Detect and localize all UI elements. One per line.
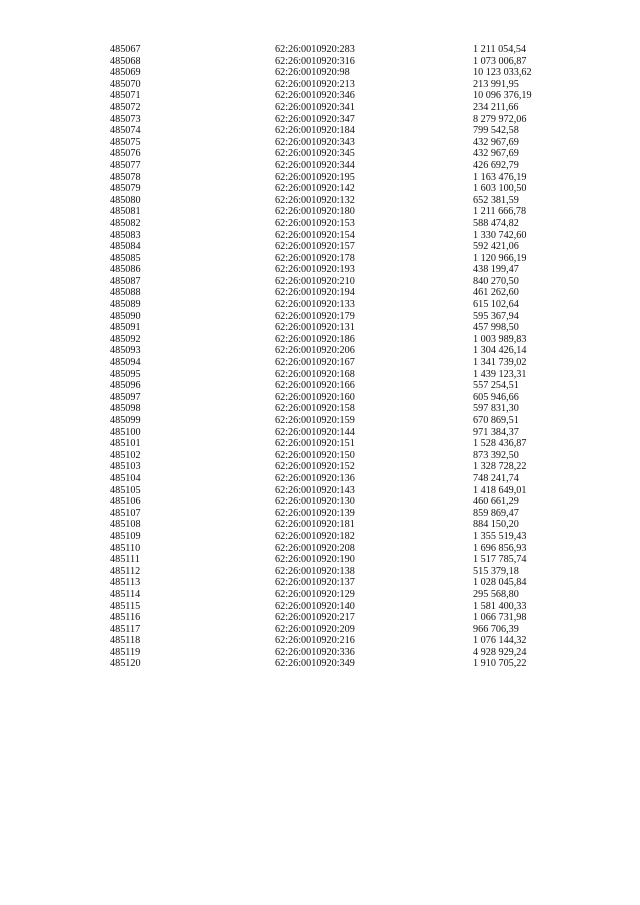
cadastral-value-cell: 460 661,29 — [473, 496, 519, 508]
cadastral-number-cell: 62:26:0010920:139 — [275, 507, 355, 519]
row-number-cell: 485119 — [110, 646, 141, 658]
table-row — [110, 148, 570, 160]
table-row — [110, 427, 570, 439]
row-number-cell: 485118 — [110, 635, 141, 647]
cadastral-number-cell: 62:26:0010920:157 — [275, 241, 355, 253]
cadastral-value-cell: 1 696 856,93 — [473, 542, 527, 554]
table-row — [110, 485, 570, 497]
cadastral-number-cell: 62:26:0010920:216 — [275, 635, 355, 647]
cadastral-value-cell: 1 355 519,43 — [473, 530, 527, 542]
table-row — [110, 519, 570, 531]
table-row — [110, 635, 570, 647]
cadastral-value-cell: 1 076 144,32 — [473, 635, 527, 647]
row-number-cell: 485091 — [110, 322, 141, 334]
cadastral-number-cell: 62:26:0010920:206 — [275, 345, 355, 357]
table-row — [110, 90, 570, 102]
table-row — [110, 369, 570, 381]
row-number-cell: 485081 — [110, 206, 141, 218]
cadastral-number-cell: 62:26:0010920:144 — [275, 426, 355, 438]
table-row — [110, 438, 570, 450]
row-number-cell: 485069 — [110, 67, 141, 79]
cadastral-value-cell: 966 706,39 — [473, 623, 519, 635]
cadastral-number-cell: 62:26:0010920:283 — [275, 44, 355, 55]
cadastral-number-cell: 62:26:0010920:129 — [275, 588, 355, 600]
cadastral-number-cell: 62:26:0010920:217 — [275, 612, 355, 624]
table-row — [110, 601, 570, 613]
table-row — [110, 172, 570, 184]
row-number-cell: 485077 — [110, 159, 141, 171]
cadastral-number-cell: 62:26:0010920:150 — [275, 449, 355, 461]
table-row — [110, 79, 570, 91]
cadastral-value-cell: 1 073 006,87 — [473, 55, 527, 67]
table-row — [110, 218, 570, 230]
row-number-cell: 485107 — [110, 507, 141, 519]
cadastral-number-cell: 62:26:0010920:209 — [275, 623, 355, 635]
cadastral-value-cell: 515 379,18 — [473, 565, 519, 577]
cadastral-value-cell: 1 528 436,87 — [473, 438, 527, 450]
row-number-cell: 485095 — [110, 368, 141, 380]
cadastral-number-cell: 62:26:0010920:344 — [275, 159, 355, 171]
cadastral-number-cell: 62:26:0010920:341 — [275, 101, 355, 113]
row-number-cell: 485104 — [110, 472, 141, 484]
cadastral-value-cell: 8 279 972,06 — [473, 113, 527, 125]
table-row — [110, 554, 570, 566]
table-row — [110, 345, 570, 357]
cadastral-value-cell: 213 991,95 — [473, 78, 519, 90]
cadastral-number-cell: 62:26:0010920:190 — [275, 554, 355, 566]
row-number-cell: 485106 — [110, 496, 141, 508]
cadastral-value-cell: 1 341 739,02 — [473, 357, 527, 369]
table-row — [110, 658, 570, 670]
row-number-cell: 485084 — [110, 241, 141, 253]
cadastral-value-cell: 799 542,58 — [473, 125, 519, 137]
table-row — [110, 102, 570, 114]
table-row — [110, 287, 570, 299]
table-row — [110, 311, 570, 323]
cadastral-number-cell: 62:26:0010920:167 — [275, 357, 355, 369]
table-row — [110, 67, 570, 79]
cadastral-number-cell: 62:26:0010920:140 — [275, 600, 355, 612]
cadastral-value-cell: 4 928 929,24 — [473, 646, 527, 658]
row-number-cell: 485085 — [110, 252, 141, 264]
cadastral-value-cell: 1 330 742,60 — [473, 229, 527, 241]
cadastral-value-cell: 615 102,64 — [473, 299, 519, 311]
table-row — [110, 496, 570, 508]
cadastral-value-cell: 1 120 966,19 — [473, 252, 527, 264]
table-row — [110, 612, 570, 624]
row-number-cell: 485113 — [110, 577, 141, 589]
row-number-cell: 485114 — [110, 588, 141, 600]
table-row — [110, 403, 570, 415]
cadastral-number-cell: 62:26:0010920:182 — [275, 530, 355, 542]
cadastral-value-cell: 557 254,51 — [473, 380, 519, 392]
cadastral-number-cell: 62:26:0010920:336 — [275, 646, 355, 658]
cadastral-value-cell: 1 517 785,74 — [473, 554, 527, 566]
table-row — [110, 137, 570, 149]
row-number-cell: 485088 — [110, 287, 141, 299]
table-row — [110, 543, 570, 555]
table-row — [110, 589, 570, 601]
row-number-cell: 485068 — [110, 55, 141, 67]
row-number-cell: 485109 — [110, 530, 141, 542]
table-row — [110, 392, 570, 404]
cadastral-value-cell: 748 241,74 — [473, 472, 519, 484]
cadastral-value-cell: 595 367,94 — [473, 310, 519, 322]
cadastral-number-cell: 62:26:0010920:343 — [275, 136, 355, 148]
cadastral-value-cell: 873 392,50 — [473, 449, 519, 461]
cadastral-number-cell: 62:26:0010920:138 — [275, 565, 355, 577]
cadastral-number-cell: 62:26:0010920:130 — [275, 496, 355, 508]
cadastral-value-cell: 438 199,47 — [473, 264, 519, 276]
cadastral-number-cell: 62:26:0010920:346 — [275, 90, 355, 102]
row-number-cell: 485086 — [110, 264, 141, 276]
cadastral-number-cell: 62:26:0010920:137 — [275, 577, 355, 589]
cadastral-number-cell: 62:26:0010920:159 — [275, 415, 355, 426]
row-number-cell: 485120 — [110, 658, 141, 670]
table-row — [110, 566, 570, 578]
cadastral-value-table — [110, 44, 570, 670]
table-row — [110, 206, 570, 218]
table-row — [110, 160, 570, 172]
table-row — [110, 531, 570, 543]
row-number-cell: 485098 — [110, 403, 141, 415]
row-number-cell: 485078 — [110, 171, 141, 183]
cadastral-number-cell: 62:26:0010920:347 — [275, 113, 355, 125]
row-number-cell: 485072 — [110, 101, 141, 113]
cadastral-number-cell: 62:26:0010920:180 — [275, 206, 355, 218]
cadastral-value-cell: 859 869,47 — [473, 507, 519, 519]
cadastral-number-cell: 62:26:0010920:153 — [275, 217, 355, 229]
table-row — [110, 415, 570, 427]
table-row — [110, 195, 570, 207]
cadastral-number-cell: 62:26:0010920:179 — [275, 310, 355, 322]
cadastral-value-cell: 1 163 476,19 — [473, 171, 527, 183]
cadastral-value-cell: 1 028 045,84 — [473, 577, 527, 589]
cadastral-number-cell: 62:26:0010920:178 — [275, 252, 355, 264]
row-number-cell: 485116 — [110, 612, 141, 624]
cadastral-number-cell: 62:26:0010920:151 — [275, 438, 355, 450]
cadastral-value-cell: 1 418 649,01 — [473, 484, 527, 496]
row-number-cell: 485079 — [110, 183, 141, 195]
row-number-cell: 485089 — [110, 299, 141, 311]
row-number-cell: 485108 — [110, 519, 141, 531]
row-number-cell: 485067 — [110, 44, 141, 55]
cadastral-value-cell: 1 603 100,50 — [473, 183, 527, 195]
table-row — [110, 450, 570, 462]
cadastral-number-cell: 62:26:0010920:166 — [275, 380, 355, 392]
table-row — [110, 114, 570, 126]
cadastral-value-cell: 597 831,30 — [473, 403, 519, 415]
row-number-cell: 485096 — [110, 380, 141, 392]
row-number-cell: 485112 — [110, 565, 141, 577]
table-row — [110, 183, 570, 195]
cadastral-number-cell: 62:26:0010920:131 — [275, 322, 355, 334]
cadastral-value-cell: 295 568,80 — [473, 588, 519, 600]
row-number-cell: 485117 — [110, 623, 141, 635]
row-number-cell: 485071 — [110, 90, 141, 102]
table-row — [110, 334, 570, 346]
row-number-cell: 485097 — [110, 391, 141, 403]
cadastral-value-cell: 432 967,69 — [473, 136, 519, 148]
cadastral-number-cell: 62:26:0010920:158 — [275, 403, 355, 415]
cadastral-number-cell: 62:26:0010920:194 — [275, 287, 355, 299]
cadastral-number-cell: 62:26:0010920:181 — [275, 519, 355, 531]
table-row — [110, 56, 570, 68]
cadastral-value-cell: 971 384,37 — [473, 426, 519, 438]
cadastral-value-cell: 670 869,51 — [473, 415, 519, 426]
row-number-cell: 485103 — [110, 461, 141, 473]
row-number-cell: 485094 — [110, 357, 141, 369]
row-number-cell: 485110 — [110, 542, 141, 554]
table-row — [110, 125, 570, 137]
table-row — [110, 44, 570, 56]
row-number-cell: 485115 — [110, 600, 141, 612]
table-row — [110, 473, 570, 485]
cadastral-value-cell: 461 262,60 — [473, 287, 519, 299]
cadastral-value-cell: 1 066 731,98 — [473, 612, 527, 624]
cadastral-number-cell: 62:26:0010920:132 — [275, 194, 355, 206]
table-row — [110, 276, 570, 288]
cadastral-number-cell: 62:26:0010920:186 — [275, 333, 355, 345]
cadastral-value-cell: 1 581 400,33 — [473, 600, 527, 612]
cadastral-number-cell: 62:26:0010920:193 — [275, 264, 355, 276]
cadastral-number-cell: 62:26:0010920:195 — [275, 171, 355, 183]
table-row — [110, 299, 570, 311]
cadastral-number-cell: 62:26:0010920:349 — [275, 658, 355, 670]
cadastral-value-cell: 592 421,06 — [473, 241, 519, 253]
table-row — [110, 624, 570, 636]
table-row — [110, 577, 570, 589]
cadastral-value-cell: 1 211 054,54 — [473, 44, 527, 55]
table-row — [110, 357, 570, 369]
table-row — [110, 647, 570, 659]
row-number-cell: 485093 — [110, 345, 141, 357]
cadastral-number-cell: 62:26:0010920:154 — [275, 229, 355, 241]
table-row — [110, 461, 570, 473]
row-number-cell: 485100 — [110, 426, 141, 438]
cadastral-value-cell: 840 270,50 — [473, 275, 519, 287]
cadastral-number-cell: 62:26:0010920:133 — [275, 299, 355, 311]
cadastral-value-cell: 426 692,79 — [473, 159, 519, 171]
cadastral-number-cell: 62:26:0010920:136 — [275, 472, 355, 484]
cadastral-value-cell: 432 967,69 — [473, 148, 519, 160]
table-row — [110, 253, 570, 265]
row-number-cell: 485087 — [110, 275, 141, 287]
cadastral-number-cell: 62:26:0010920:168 — [275, 368, 355, 380]
cadastral-value-cell: 652 381,59 — [473, 194, 519, 206]
cadastral-number-cell: 62:26:0010920:210 — [275, 275, 355, 287]
cadastral-number-cell: 62:26:0010920:142 — [275, 183, 355, 195]
row-number-cell: 485082 — [110, 217, 141, 229]
cadastral-value-cell: 1 910 705,22 — [473, 658, 527, 670]
cadastral-value-cell: 605 946,66 — [473, 391, 519, 403]
row-number-cell: 485075 — [110, 136, 141, 148]
table-row — [110, 241, 570, 253]
row-number-cell: 485092 — [110, 333, 141, 345]
table-row — [110, 322, 570, 334]
row-number-cell: 485073 — [110, 113, 141, 125]
row-number-cell: 485111 — [110, 554, 140, 566]
cadastral-value-cell: 1 304 426,14 — [473, 345, 527, 357]
cadastral-number-cell: 62:26:0010920:345 — [275, 148, 355, 160]
cadastral-value-cell: 1 439 123,31 — [473, 368, 527, 380]
cadastral-value-cell: 234 211,66 — [473, 101, 519, 113]
table-row — [110, 230, 570, 242]
cadastral-number-cell: 62:26:0010920:184 — [275, 125, 355, 137]
table-row — [110, 380, 570, 392]
cadastral-value-cell: 10 096 376,19 — [473, 90, 532, 102]
cadastral-value-cell: 457 998,50 — [473, 322, 519, 334]
row-number-cell: 485090 — [110, 310, 141, 322]
row-number-cell: 485076 — [110, 148, 141, 160]
cadastral-number-cell: 62:26:0010920:143 — [275, 484, 355, 496]
row-number-cell: 485070 — [110, 78, 141, 90]
table-row — [110, 508, 570, 520]
cadastral-number-cell: 62:26:0010920:316 — [275, 55, 355, 67]
cadastral-number-cell: 62:26:0010920:98 — [275, 67, 350, 79]
row-number-cell: 485102 — [110, 449, 141, 461]
cadastral-value-cell: 1 211 666,78 — [473, 206, 527, 218]
row-number-cell: 485074 — [110, 125, 141, 137]
cadastral-number-cell: 62:26:0010920:160 — [275, 391, 355, 403]
table-row — [110, 264, 570, 276]
cadastral-value-cell: 588 474,82 — [473, 217, 519, 229]
cadastral-number-cell: 62:26:0010920:213 — [275, 78, 355, 90]
row-number-cell: 485083 — [110, 229, 141, 241]
row-number-cell: 485105 — [110, 484, 141, 496]
cadastral-value-cell: 884 150,20 — [473, 519, 519, 531]
cadastral-value-cell: 10 123 033,62 — [473, 67, 532, 79]
cadastral-value-cell: 1 003 989,83 — [473, 333, 527, 345]
cadastral-value-cell: 1 328 728,22 — [473, 461, 527, 473]
cadastral-number-cell: 62:26:0010920:152 — [275, 461, 355, 473]
cadastral-number-cell: 62:26:0010920:208 — [275, 542, 355, 554]
row-number-cell: 485080 — [110, 194, 141, 206]
row-number-cell: 485099 — [110, 415, 141, 426]
row-number-cell: 485101 — [110, 438, 141, 450]
